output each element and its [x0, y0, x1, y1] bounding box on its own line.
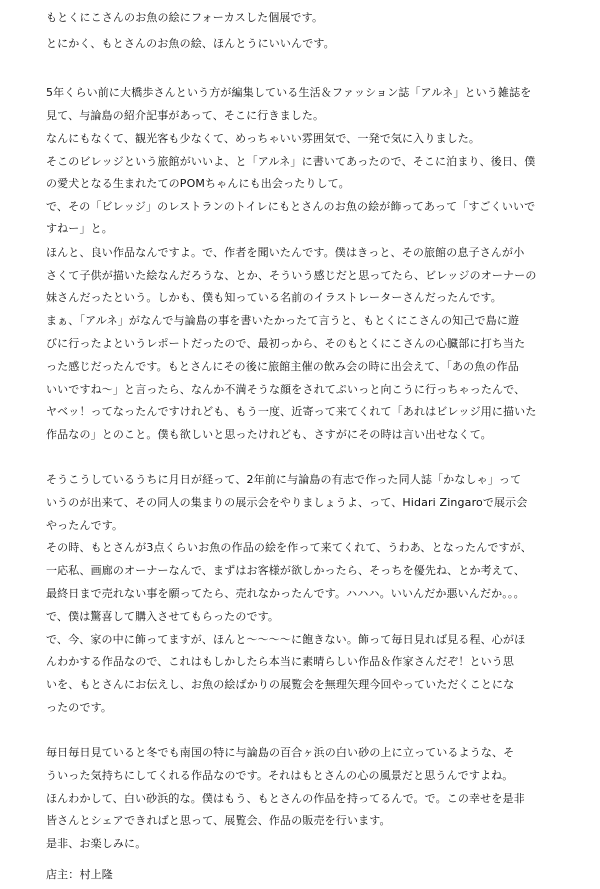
story-line-1: 5年くらい前に大橋歩さんという方が編集している生活＆ファッション誌「アルネ」という雑誌を [46, 86, 532, 99]
closing-line-5: 是非、お楽しみに。 [46, 837, 147, 850]
story-line-9: さくて子供が描いた絵なんだろうな、とか、そういう感じだと思ってたら、ビレッジのオーナーの [46, 269, 537, 282]
story-line-8: ほんと、良い作品なんですよ。で、作者を聞いたんです。僕はきっと、その旅館の息子さんが小 [46, 246, 525, 259]
exhibit-line-7: で、僕は驚喜して購入させてもらったのです。 [46, 610, 280, 623]
story-line-11: まぁ、「アルネ」がなんで与論島の事を書いたかったて言うと、もとくにこさんの知己で島に遊 [46, 314, 520, 327]
exhibit-line-10: いを、もとさんにお伝えし、お魚の絵ばかりの展覧会を無理矢理今回やっていただくことにな [46, 678, 515, 691]
exhibit-line-5: 一応私、画廊のオーナーなんで、まずはお客様が欲しかったら、そっちを優先ね、とか考えて、 [46, 564, 526, 577]
exhibit-line-2: いうのが出来て、その同人の集まりの展示会をやりましょうよ、って、Hidari Zingaroで展示会 [46, 496, 528, 509]
intro-line-2: とにかく、もとさんのお魚の絵、ほんとうにいいんです。 [46, 37, 335, 50]
signature-owner: 店主：村上隆 [46, 868, 113, 881]
closing-line-1: 毎日毎日見ていると冬でも南国の特に与論島の百合ヶ浜の白い砂の上に立っているような、そ [46, 746, 515, 759]
story-line-14: いいですね～」と言ったら、なんか不満そうな顔をされてぷいっと向こうに行っちゃったんで、 [46, 383, 526, 396]
intro-line-1: もとくにこさんのお魚の絵にフォーカスした個展です。 [46, 11, 324, 24]
story-line-6: で、その「ビレッジ」のレストランのトイレにもとさんのお魚の絵が飾ってあって「すごくいいで [46, 200, 536, 213]
story-line-15: ヤベッ！ってなったんですけれども、もう一度、近寄って来てくれて「あれはビレッジ用に描いた [46, 405, 537, 418]
exhibit-line-8: で、今、家の中に飾ってますが、ほんと～～～～に飽きない。飾って毎日見れば見る程、心がほ [46, 633, 526, 646]
closing-line-2: ういった気持ちにしてくれる作品なのです。それはもとさんの心の風景だと思うんですよね。 [46, 769, 514, 782]
exhibit-line-6: 最終日まで売れない事を願ってたら、売れなかったんです。ハハハ。いいんだか悪いんだか。。。 [46, 587, 525, 600]
story-line-5: の愛犬となる生まれたてのPOMちゃんにも出会ったりして。 [46, 177, 350, 190]
exhibit-line-4: その時、もとさんが3点くらいお魚の作品の絵を作って来てくれて、うわあ、となったんですが、 [46, 541, 532, 554]
story-line-2: 見て、与論島の紹介記事があって、そこに行きました。 [46, 109, 325, 122]
exhibit-line-1: そうこうしているうちに月日が経って、2年前に与論島の有志で作った同人誌「かなしゃ」って [46, 473, 522, 486]
story-line-16: 作品なの」とのこと。僕も欲しいと思ったけれども、さすがにその時は言い出せなくて。 [46, 428, 492, 441]
exhibit-line-3: やったんです。 [46, 519, 124, 532]
closing-line-4: 皆さんとシェアできればと思って、展覧会、作品の販売を行います。 [46, 814, 391, 827]
story-line-13: った感じだったんです。もとさんにその後に旅館主催の飲み会の時に出会えて、「あの魚の作品 [46, 360, 519, 373]
story-line-10: 妹さんだったという。しかも、僕も知っている名前のイラストレーターさんだったんです。 [46, 291, 502, 304]
closing-line-3: ほんわかして、白い砂浜的な。僕はもう、もとさんの作品を持ってるんで。で。この幸せを是非 [46, 792, 525, 805]
exhibit-line-11: ったのです。 [46, 701, 113, 714]
story-line-7: すねー」と。 [46, 222, 113, 235]
story-line-3: なんにもなくて、観光客も少なくて、めっちゃいい雰囲気で、一発で気に入りました。 [46, 132, 481, 145]
exhibit-line-9: んわかする作品なので、これはもしかしたら本当に素晴らしい作品＆作家さんだぞ！という思 [46, 655, 515, 668]
story-line-4: そこのビレッジという旅館がいいよ、と「アルネ」に書いてあったので、そこに泊まり、後日、僕 [46, 155, 536, 168]
story-line-12: びに行ったよというレポートだったので、最初っから、そのもとくにこさんの心臓部に打ち当た [46, 337, 526, 350]
